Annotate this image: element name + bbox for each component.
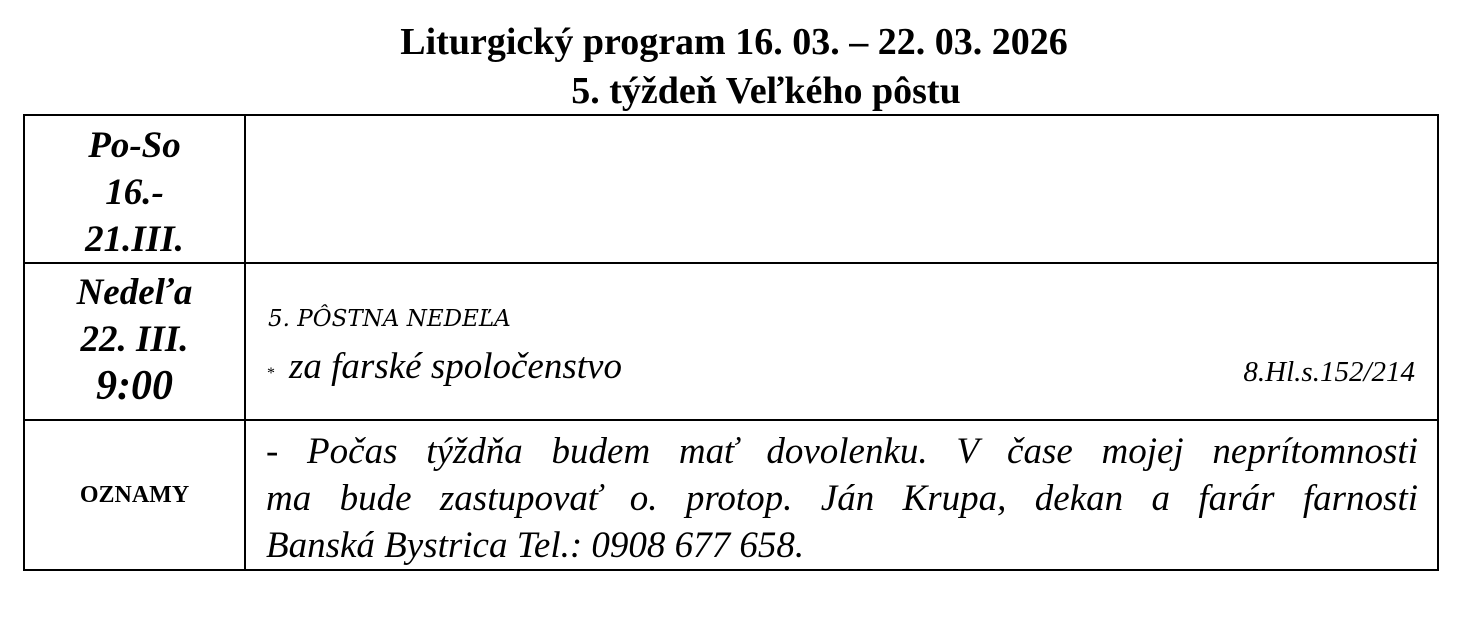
feast-name: 5. PÔSTNA NEDEĽA — [268, 306, 511, 332]
day-time: 9:00 — [96, 363, 173, 409]
column-divider — [244, 116, 246, 569]
day-cell-weekdays — [25, 122, 244, 263]
announcements-label: OZNAMY — [79, 482, 190, 508]
day-line: Po-So — [88, 125, 181, 166]
announcement-line: Banská Bystrica Tel.: 0908 677 658. — [266, 525, 805, 566]
announcement-line: ma bude zastupovať o. protop. Ján Krupa, dekan a farár farnosti — [266, 478, 1418, 519]
page-title: Liturgický program 16. 03. – 22. 03. 2026 — [400, 21, 1068, 63]
mass-intention — [267, 345, 622, 396]
day-cell-sunday — [25, 269, 244, 410]
day-line: 21.III. — [85, 219, 184, 260]
day-line: 16.- — [105, 172, 164, 213]
intention-text: za farské spoločenstvo — [289, 346, 622, 387]
announcements-text — [266, 428, 1418, 569]
announcement-line: - Počas týždňa budem mať dovolenku. V čase mojej neprítomnosti — [266, 431, 1418, 472]
liturgical-table — [23, 114, 1439, 571]
day-line: 22. III. — [80, 319, 189, 360]
day-line: Nedeľa — [76, 272, 193, 313]
page-subtitle: 5. týždeň Veľkého pôstu — [571, 70, 961, 112]
bullet-marker: * — [267, 365, 275, 382]
tone-reference: 8.Hl.s.152/214 — [1243, 356, 1415, 388]
row-divider — [25, 419, 1437, 421]
